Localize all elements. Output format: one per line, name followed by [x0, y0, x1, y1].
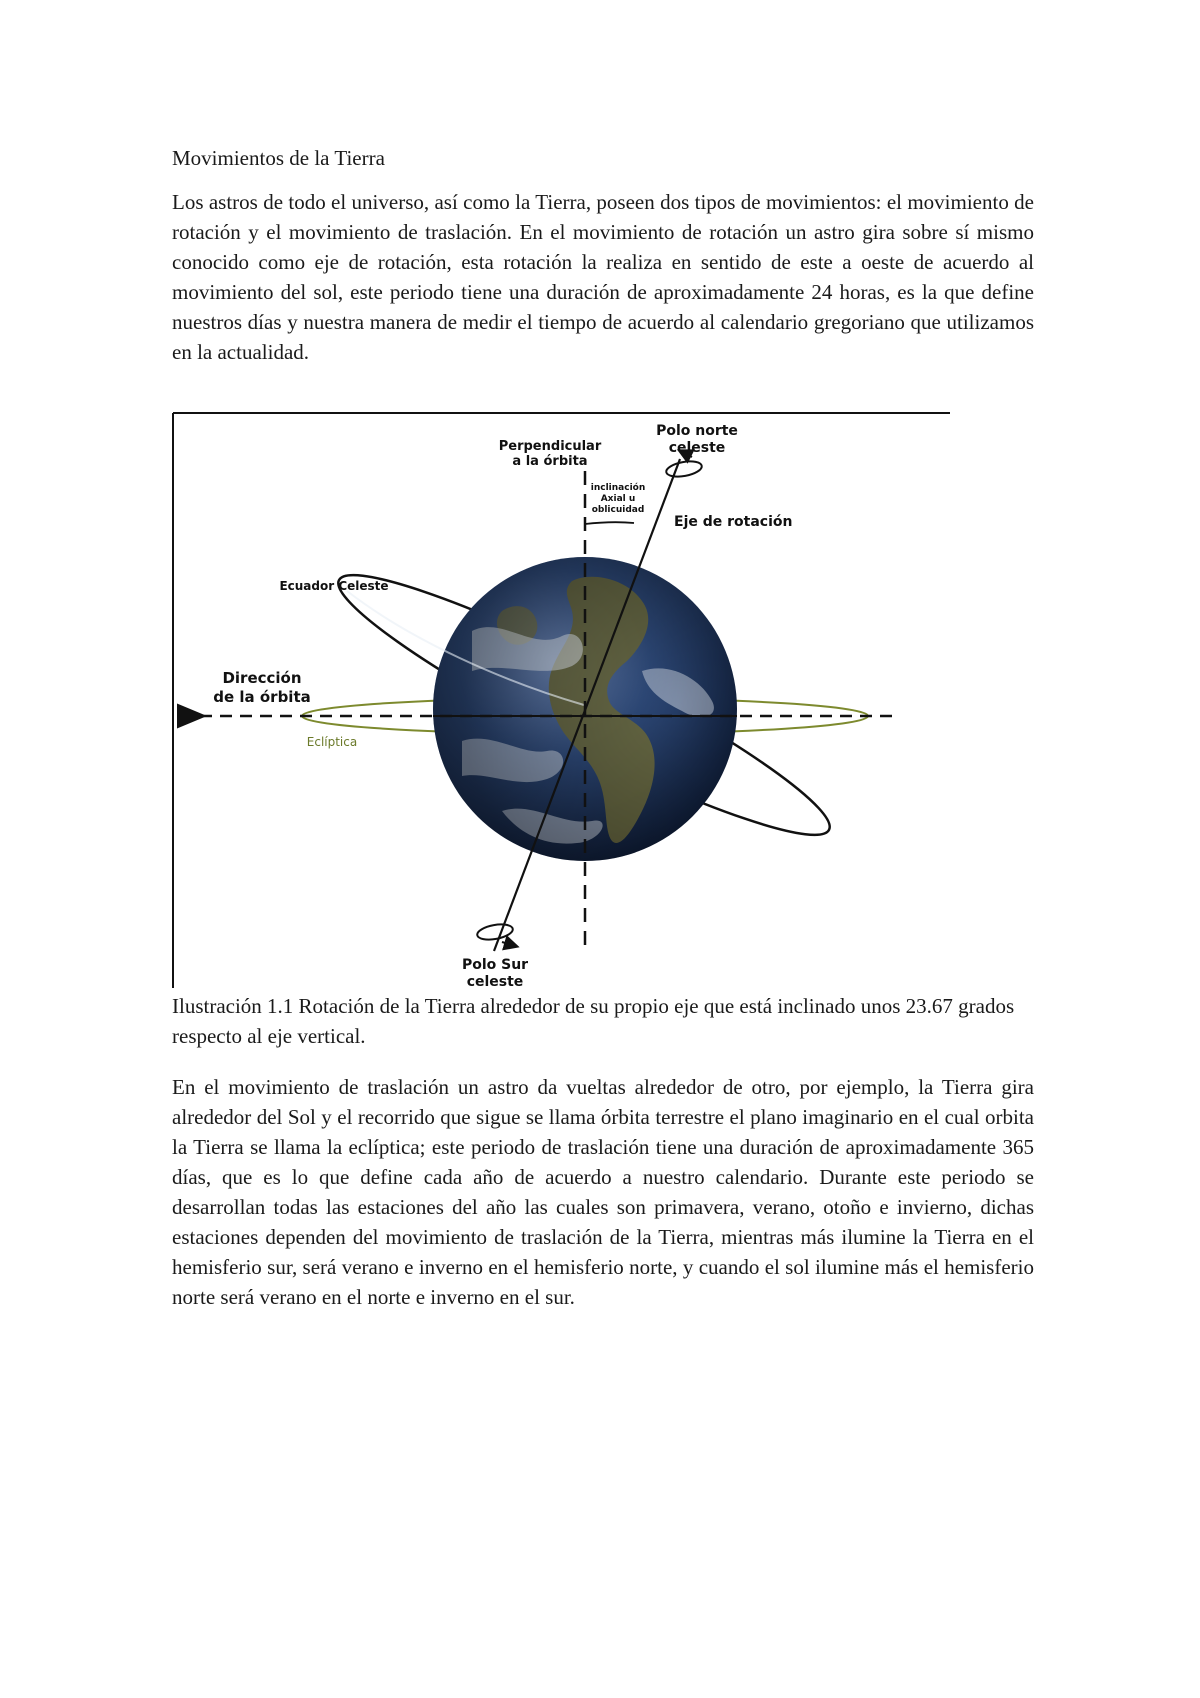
earth-rotation-diagram — [172, 411, 950, 988]
label-ecliptic: Eclíptica — [306, 735, 358, 749]
label-north-pole-2: celeste — [668, 440, 726, 456]
label-tilt-3: oblicuidad — [591, 505, 645, 515]
label-tilt-2: Axial u — [600, 494, 636, 504]
label-tilt-1: inclinación — [590, 483, 646, 493]
figure-caption: Ilustración 1.1 Rotación de la Tierra alrededor de su propio eje que está inclinado unos 23.67 grados respecto al eje vertical. — [172, 994, 1015, 1048]
label-orbit-direction-1: Dirección — [222, 669, 302, 687]
label-celestial-equator: Ecuador Celeste — [279, 579, 389, 593]
label-north-pole-1: Polo norte — [656, 423, 738, 439]
paragraph-translation: En el movimiento de traslación un astro da vueltas alrededor de otro, por ejemplo, la Tierra gira alrededor del Sol y el recorrido que sigue se llama órbita terrestre el plano imaginario en el cual orbita la Tierra se llama la eclíptica; este periodo de traslación tiene una duración de aproximadamente 365 días, que es lo que define cada año de acuerdo a nuestro calendario. Durante este periodo se desarrollan todas las estaciones del año las cuales son primavera, verano, otoño e invierno, dichas estaciones dependen del movimiento de traslación de la Tierra, mientras más ilumine la Tierra en el hemisferio sur, será verano e inverno en el hemisferio norte, y cuando el sol ilumine más el hemisferio norte será verano en el norte e inverno en el sur. — [172, 1075, 1034, 1309]
tilt-angle-arc — [585, 522, 634, 524]
document-title: Movimientos de la Tierra — [172, 146, 385, 170]
north-pole-ring — [665, 459, 703, 479]
paragraph-rotation: Los astros de todo el universo, así como la Tierra, poseen dos tipos de movimientos: el movimiento de rotación y el movimiento de traslación. En el movimiento de rotación un astro gira sobre sí mismo conocido como eje de rotación, esta rotación la realiza en sentido de este a oeste de acuerdo al movimiento del sol, este periodo tiene una duración de aproximadamente 24 horas, es la que define nuestros días y nuestra manera de medir el tiempo de acuerdo al calendario gregoriano que utilizamos en la actualidad. — [172, 190, 1034, 364]
label-perpendicular-2: a la órbita — [512, 454, 588, 469]
south-pole-ring — [476, 922, 514, 942]
label-rotation-axis: Eje de rotación — [674, 514, 793, 530]
label-orbit-direction-2: de la órbita — [213, 688, 311, 706]
label-south-pole-1: Polo Sur — [461, 957, 529, 973]
label-perpendicular-1: Perpendicular — [498, 439, 602, 454]
south-pole-arrow — [502, 942, 512, 945]
label-south-pole-2: celeste — [466, 974, 524, 988]
diagram-svg — [172, 411, 950, 988]
